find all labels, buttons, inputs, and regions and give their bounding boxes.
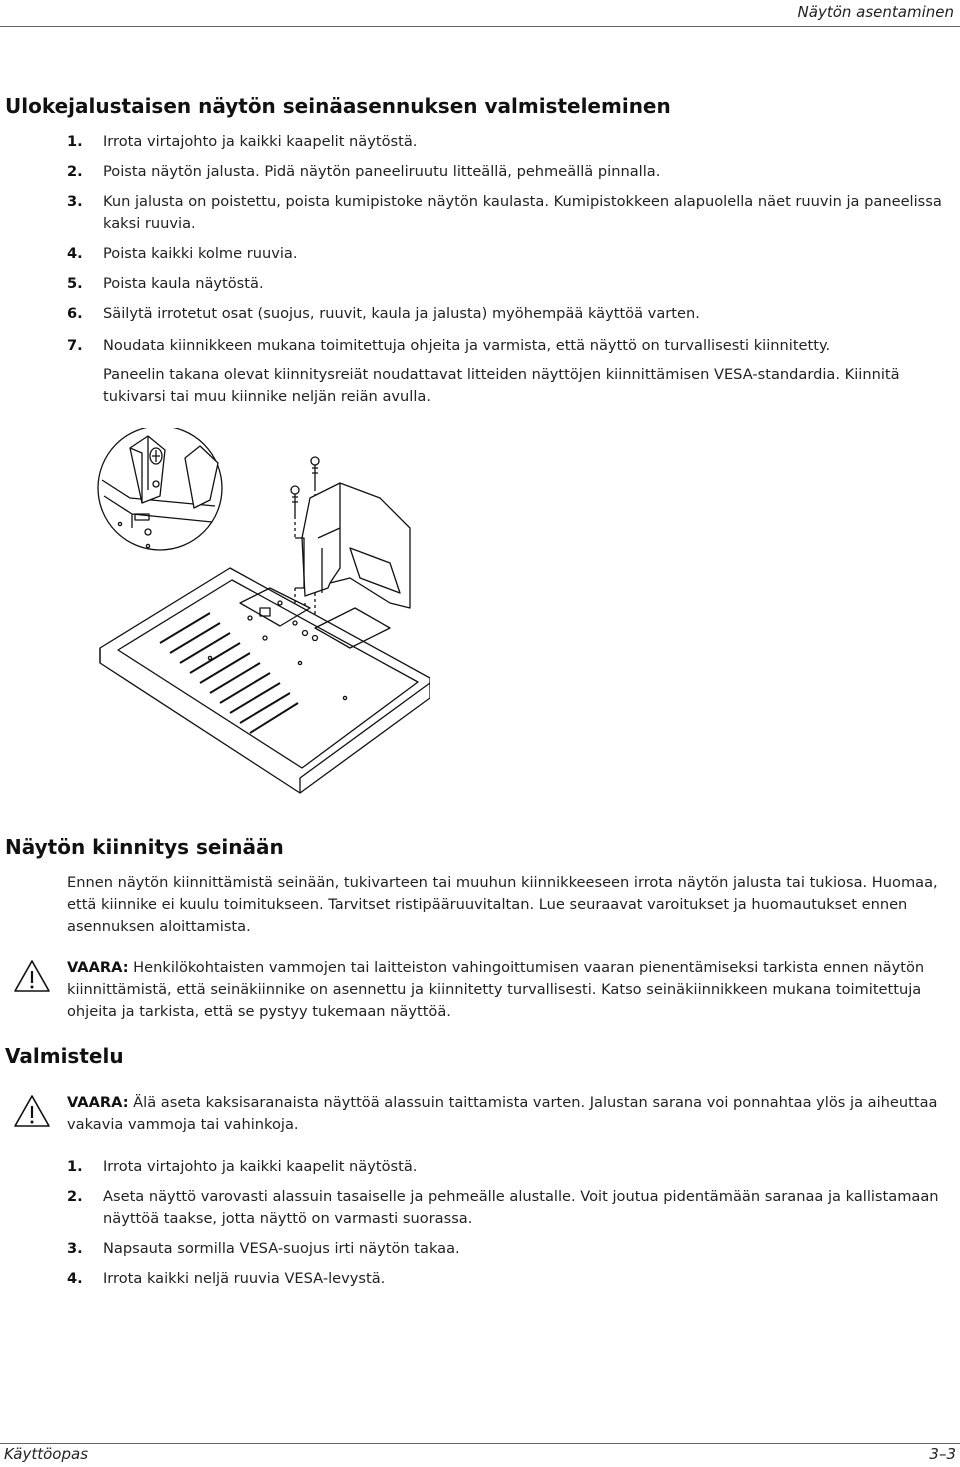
warning-paragraph — [67, 1092, 957, 1136]
step-text: Poista kaula näytöstä. — [103, 275, 264, 292]
screw-icon — [311, 457, 319, 488]
list-item — [67, 131, 947, 153]
step-number: 3. — [67, 1240, 83, 1257]
step-text: Napsauta sormilla VESA-suojus irti näytön takaa. — [103, 1240, 460, 1257]
footer-manual-name: Käyttöopas — [4, 1445, 89, 1463]
monitor-back-panel — [100, 568, 430, 793]
step-number: 2. — [67, 163, 83, 180]
warning-label: VAARA: — [67, 959, 129, 976]
list-item — [67, 243, 947, 265]
list-item — [67, 1156, 947, 1178]
list-item — [67, 191, 947, 235]
warning-text: Älä aseta kaksisaranaista näyttöä alassuin taittamista varten. Jalustan sarana voi ponnahtaa ylös ja aiheuttaa vakavia vammoja tai vahinkoja. — [67, 1094, 938, 1133]
page-number: 3–3 — [929, 1445, 956, 1463]
list-item — [67, 1186, 947, 1230]
step-text: Irrota virtajohto ja kaikki kaapelit näytöstä. — [103, 133, 418, 150]
neck-bracket — [295, 483, 410, 608]
step-number: 7. — [67, 337, 83, 354]
step-text: Kun jalusta on poistettu, poista kumipistoke näytön kaulasta. Kumipistokkeen alapuolella näet ruuvin ja paneelissa kaksi ruuvia. — [103, 193, 942, 232]
warning-text: Henkilökohtaisten vammojen tai laitteiston vahingoittumisen vaaran pienentämiseksi tarkista ennen näytön kiinnittämistä, että seinäkiinnike on asennettu ja kiinnitetty turvallisesti. Katso seinäkiinnikkeen mukana toimitettuja ohjeita ja tarkista, että se pystyy tukemaan näyttöä. — [67, 959, 925, 1020]
warning-triangle-icon — [12, 958, 52, 994]
vesa-note: Paneelin takana olevat kiinnitysreiät noudattavat litteiden näyttöjen kiinnittämisen VESA-standardia. Kiinnitä tukivarsi tai muu kiinnike neljän reiän avulla. — [103, 366, 900, 405]
warning-paragraph — [67, 957, 957, 1023]
step-text: Irrota virtajohto ja kaikki kaapelit näytöstä. — [103, 1158, 418, 1175]
section-title-preparation: Valmistelu — [5, 1044, 124, 1068]
wall-mount-intro: Ennen näytön kiinnittämistä seinään, tukivarteen tai muuhun kiinnikkeeseen irrota näytön jalusta tai tukiosa. Huomaa, että kiinnike ei kuulu toimitukseen. Tarvitset ristipääruuvitaltan. Lue seuraavat varoitukset ja huomautukset ennen asennuksen aloittamista. — [67, 874, 938, 935]
screw-icon — [291, 486, 299, 516]
list-item — [67, 303, 947, 325]
list-item — [67, 161, 947, 183]
step-number: 6. — [67, 305, 83, 322]
step-number: 2. — [67, 1188, 83, 1205]
step-text: Noudata kiinnikkeen mukana toimitettuja ohjeita ja varmista, että näyttö on turvallisesti kiinnitetty. — [103, 337, 831, 354]
step-text: Poista näytön jalusta. Pidä näytön paneeliruutu litteällä, pehmeällä pinnalla. — [103, 163, 661, 180]
list-item — [67, 335, 947, 357]
step-number: 5. — [67, 275, 83, 292]
list-item — [67, 273, 947, 295]
footer-rule — [0, 1443, 960, 1444]
section-title-wall-prep: Ulokejalustaisen näytön seinäasennuksen valmisteleminen — [5, 94, 671, 118]
step-number: 1. — [67, 1158, 83, 1175]
step-number: 4. — [67, 1270, 83, 1287]
step-text: Aseta näyttö varovasti alassuin tasaiselle ja pehmeälle alustalle. Voit joutua pidentämään saranaa ja kallistamaan näyttöä taakse, jotta näyttö on varmasti suorassa. — [103, 1188, 939, 1227]
running-header: Näytön asentaminen — [797, 3, 954, 21]
list-item — [67, 1238, 947, 1260]
section-title-wall-mount: Näytön kiinnitys seinään — [5, 835, 284, 859]
warning-triangle-icon — [12, 1093, 52, 1129]
warning-label: VAARA: — [67, 1094, 129, 1111]
step-text: Poista kaikki kolme ruuvia. — [103, 245, 298, 262]
detail-inset — [98, 428, 222, 550]
step-text: Säilytä irrotetut osat (suojus, ruuvit, kaula ja jalusta) myöhempää käyttöä varten. — [103, 305, 700, 322]
step-number: 4. — [67, 245, 83, 262]
monitor-back-illustration — [90, 428, 430, 808]
header-rule — [0, 26, 960, 27]
step-number: 3. — [67, 193, 83, 210]
step-text: Irrota kaikki neljä ruuvia VESA-levystä. — [103, 1270, 386, 1287]
list-item — [67, 1268, 947, 1290]
step-number: 1. — [67, 133, 83, 150]
